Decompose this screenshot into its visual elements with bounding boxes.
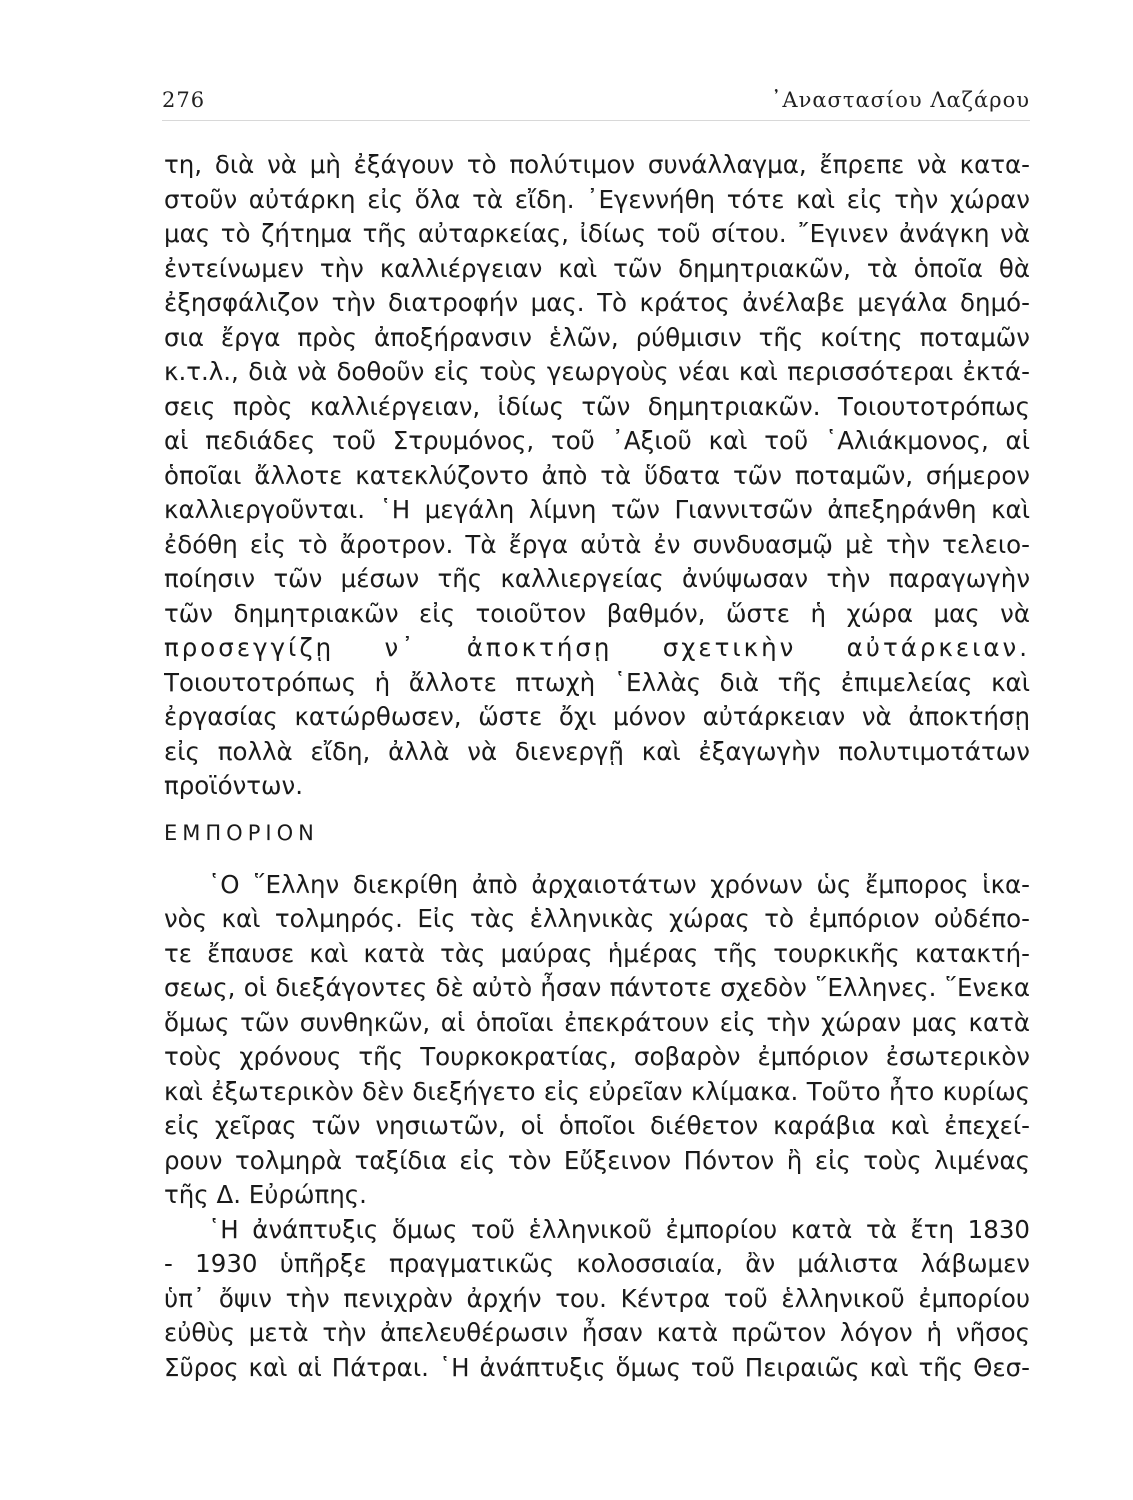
text-line: αἱ πεδιάδες τοῦ Στρυμόνος, τοῦ ᾿Αξιοῦ καὶ τοῦ ῾Αλιάκμονος, αἱ — [164, 426, 1030, 455]
paragraph — [164, 1213, 1030, 1386]
text-line: στοῦν αὐτάρκη εἰς ὅλα τὰ εἴδη. ᾿Εγεννήθη τότε καὶ εἰς τὴν χώραν — [164, 184, 1030, 214]
text-line: τῶν δημητριακῶν εἰς τοιοῦτον βαθμόν, ὥστε ἡ χώρα μας νὰ — [164, 598, 1030, 628]
text-line: ὑπ᾿ ὄψιν τὴν πενιχρὰν ἀρχήν του. Κέντρα τοῦ ἑλληνικοῦ ἐμπορίου — [164, 1283, 1030, 1313]
text-line-spaced-emphasis: προσεγγίζῃ ν᾿ ἀποκτήσῃ σχετικὴν αὐτάρκειαν. — [164, 633, 1030, 662]
text-line: ῾Ο ῞Ελλην διεκρίθη ἀπὸ ἀρχαιοτάτων χρόνων ὡς ἔμπορος ἱκα- — [208, 869, 1030, 899]
text-line: μας τὸ ζήτημα τῆς αὐταρκείας, ἰδίως τοῦ σίτου. ῎Εγινεν ἀνάγκη νὰ — [164, 219, 1030, 248]
text-line: καλλιεργοῦνται. ῾Η μεγάλη λίμνη τῶν Γιαννιτσῶν ἀπεξηράνθη καὶ — [164, 495, 1030, 524]
text-line: κ.τ.λ., διὰ νὰ δοθοῦν εἰς τοὺς γεωργοὺς νέαι καὶ περισσότεραι ἐκτά- — [164, 357, 1030, 386]
page-number: 276 — [162, 88, 206, 112]
text-line: ῾Η ἀνάπτυξις ὅμως τοῦ ἑλληνικοῦ ἐμπορίου κατὰ τὰ ἔτη 1830 — [208, 1214, 1030, 1244]
text-line: καὶ ἐξωτερικὸν δὲν διεξήγετο εἰς εὐρεῖαν κλίμακα. Τοῦτο ἦτο κυρίως — [164, 1076, 1030, 1106]
text-line: προϊόντων. — [164, 771, 303, 800]
body-text — [164, 148, 1030, 1385]
text-line: εὐθὺς μετὰ τὴν ἀπελευθέρωσιν ἦσαν κατὰ πρῶτον λόγον ἡ νῆσος — [164, 1318, 1030, 1347]
text-line: ἐδόθη εἰς τὸ ἄροτρον. Τὰ ἔργα αὐτὰ ἐν συνδυασμῷ μὲ τὴν τελειο- — [164, 529, 1030, 559]
text-line: νὸς καὶ τολμηρός. Εἰς τὰς ἑλληνικὰς χώρας τὸ ἐμπόριον οὐδέπο- — [164, 904, 1030, 933]
text-line: ρουν τολμηρὰ ταξίδια εἰς τὸν Εὔξεινον Πόντον ἢ εἰς τοὺς λιμένας — [164, 1145, 1030, 1175]
running-header — [162, 80, 1030, 121]
text-line: ἐντείνωμεν τὴν καλλιέργειαν καὶ τῶν δημητριακῶν, τὰ ὁποῖα θὰ — [164, 253, 1030, 283]
text-line: ἐξησφάλιζον τὴν διατροφήν μας. Τὸ κράτος ἀνέλαβε μεγάλα δημό- — [164, 288, 1030, 317]
text-line: σια ἔργα πρὸς ἀποξήρανσιν ἑλῶν, ρύθμισιν τῆς κοίτης ποταμῶν — [164, 322, 1030, 352]
text-line: σεως, οἱ διεξάγοντες δὲ αὐτὸ ἦσαν πάντοτε σχεδὸν ῞Ελληνες. ῞Ενεκα — [164, 973, 1030, 1002]
text-line: εἰς χεῖρας τῶν νησιωτῶν, οἱ ὁποῖοι διέθετον καράβια καὶ ἐπεχεί- — [164, 1111, 1030, 1140]
paragraph — [164, 148, 1030, 804]
text-line: ὁποῖαι ἄλλοτε κατεκλύζοντο ἀπὸ τὰ ὕδατα τῶν ποταμῶν, σήμερον — [164, 460, 1030, 490]
text-line: τε ἔπαυσε καὶ κατὰ τὰς μαύρας ἡμέρας τῆς τουρκικῆς κατακτή- — [164, 938, 1030, 968]
text-line: Τοιουτοτρόπως ἡ ἄλλοτε πτωχὴ ῾Ελλὰς διὰ τῆς ἐπιμελείας καὶ — [164, 667, 1030, 697]
section-heading: ΕΜΠΟΡΙΟΝ — [164, 820, 319, 845]
text-line: εἰς πολλὰ εἴδη, ἀλλὰ νὰ διενεργῇ καὶ ἐξαγωγὴν πολυτιμοτάτων — [164, 736, 1030, 766]
text-line: ποίησιν τῶν μέσων τῆς καλλιεργείας ἀνύψωσαν τὴν παραγωγὴν — [164, 564, 1030, 593]
text-line: ὅμως τῶν συνθηκῶν, αἱ ὁποῖαι ἐπεκράτουν εἰς τὴν χώραν μας κατὰ — [164, 1007, 1030, 1037]
text-line: τη, διὰ νὰ μὴ ἐξάγουν τὸ πολύτιμον συνάλλαγμα, ἔπρεπε νὰ κατα- — [164, 150, 1030, 179]
text-line: Σῦρος καὶ αἱ Πάτραι. ῾Η ἀνάπτυξις ὅμως τοῦ Πειραιῶς καὶ τῆς Θεσ- — [164, 1352, 1030, 1382]
running-header-author: ᾿Αναστασίου Λαζάρου — [770, 88, 1030, 112]
text-line: ἐργασίας κατώρθωσεν, ὥστε ὄχι μόνον αὐτάρκειαν νὰ ἀποκτήσῃ — [164, 702, 1030, 731]
text-line: σεις πρὸς καλλιέργειαν, ἰδίως τῶν δημητριακῶν. Τοιουτοτρόπως — [164, 391, 1030, 421]
text-line: τῆς Δ. Εὐρώπης. — [164, 1180, 367, 1209]
paragraph — [164, 868, 1030, 1213]
text-line: - 1930 ὑπῆρξε πραγματικῶς κολοσσιαία, ἂν μάλιστα λάβωμεν — [164, 1249, 1030, 1278]
text-line: τοὺς χρόνους τῆς Τουρκοκρατίας, σοβαρὸν ἐμπόριον ἐσωτερικὸν — [164, 1042, 1030, 1071]
